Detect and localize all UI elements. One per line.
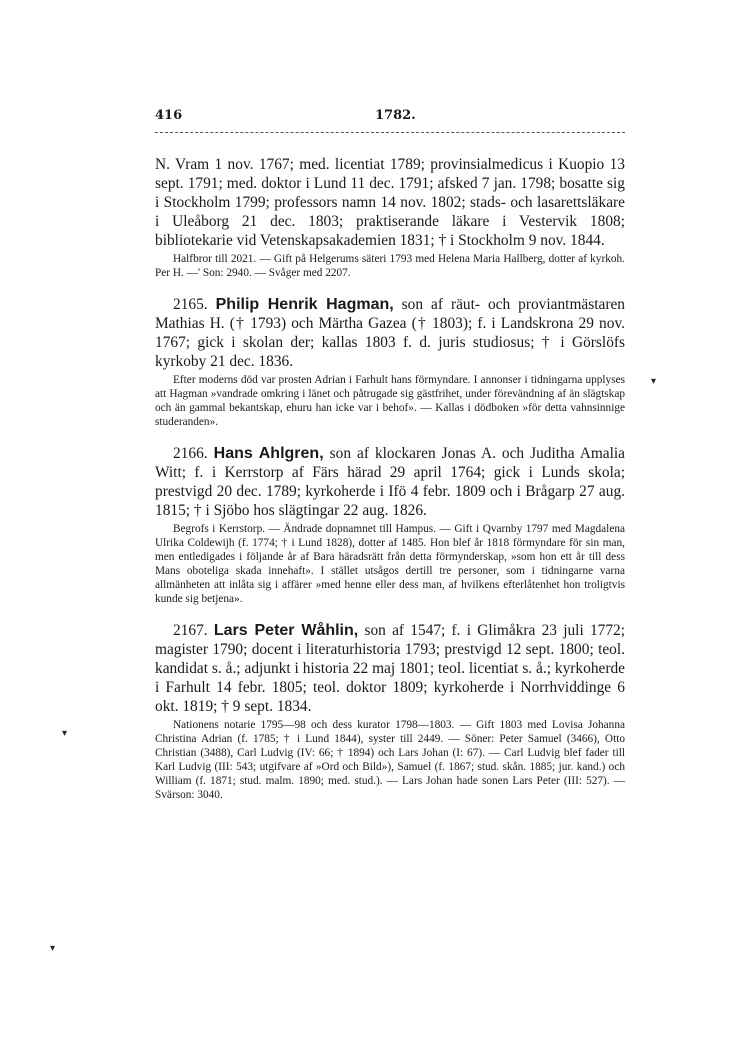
entry-2167: [155, 621, 625, 802]
entry-number: 2167.: [173, 622, 208, 639]
entry-name: Lars Peter Wåhlin,: [213, 622, 359, 639]
entry-body: son af räut- och proviantmästaren Mathias H. († 1793) och Märtha Gazea († 1803); f. i Landskrona 29 nov. 1767; gick i skolan der; kallas 1803 f. d. juris studiosus; † i Görslöfs kyrkoby 21 dec. 1836.: [155, 296, 626, 370]
entry-2165: [155, 295, 625, 429]
page-year: 1782.: [375, 108, 416, 123]
intro-note: Halfbror till 2021. — Gift på Helgerums säteri 1793 med Helena Maria Hallberg, dotter af kyrkoh. Per H. —' Son: 2940. — Svåger med 2207.: [155, 253, 625, 279]
entry-number: 2165.: [173, 296, 208, 313]
entry-name: Philip Henrik Hagman,: [215, 296, 394, 313]
entry-body: son af klockaren Jonas A. och Juditha Amalia Witt; f. i Kerrstorp af Färs härad 29 april 1764; gick i Lunds skola; prestvigd 20 dec. 1789; kyrkoherde i Ifö 4 febr. 1809 och i Brågarp 27 aug. 1815; † i Sjöbo hos slägtingar 22 aug. 1826.: [155, 445, 626, 519]
page-number: 416: [155, 108, 183, 123]
entry-text: [155, 444, 625, 520]
margin-speck: ▾: [50, 943, 56, 954]
entry-body: son af 1547; f. i Glimåkra 23 juli 1772; magister 1790; docent i literaturhistoria 1793; prestvigd 12 sept. 1800; teol. kandidat s. å.; adjunkt i historia 22 maj 1801; teol. licentiat s. å.; kyrkoherde i Farhult 14 febr. 1805; teol. doktor 1809; kyrkoherde i Norrhviddinge 6 okt. 1819; † 9 sept. 1834.: [155, 622, 625, 715]
entry-note: Begrofs i Kerrstorp. — Ändrade dopnamnet till Hampus. — Gift i Qvarnby 1797 med Magdalena Ulrika Coldewijh (f. 1774; † i Lund 1828), dotter af 1485. Hon blef år 1818 förmyndare för sin man, men entledigades i följande år af Bara häradsrätt från detta förmynderskap, »som hon ett år till dess Mans oboteliga skada innehaft». I stället utsågos dertill tre personer, som i tidningarne varna allmänheten att inlåta sig i affärer »med henne eller dess man, af hvilkens efterlåtenhet hon troligtvis kunde sig betjena».: [155, 523, 625, 605]
page-header: [155, 108, 625, 128]
entry-text: [155, 295, 625, 371]
entry-note: Efter moderns död var prosten Adrian i Farhult hans förmyndare. I annonser i tidningarna upplyses att Hagman »vandrade omkring i länet och påtrugade sig gästfrihet, under förevändning af än slägtskap och än gammal bekantskap, ehuru han icke var i behof». — Kallas i dödboken »för detta vahnsinnige studeranden».: [155, 374, 625, 428]
entry-name: Hans Ahlgren,: [213, 445, 324, 462]
entry-note: Nationens notarie 1795—98 och dess kurator 1798—1803. — Gift 1803 med Lovisa Johanna Christina Adrian (f. 1785; † i Lund 1844), syster till 2449. — Söner: Peter Samuel (3466), Otto Christian (3488), Carl Ludvig (IV: 66; † 1894) och Lars Johan (I: 67). — Carl Ludvig blef fader till Karl Ludvig (III: 543; utgifvare af »Ord och Bild»), Samuel (f. 1867; stud. skån. 1885; jur. kand.) och William (f. 1871; stud. malm. 1890; med. stud.). — Lars Johan hade sonen Lars Peter (III: 527). — Svärson: 3040.: [155, 719, 625, 801]
intro-text: N. Vram 1 nov. 1767; med. licentiat 1789; provinsialmedicus i Kuopio 13 sept. 1791; med. doktor i Lund 11 dec. 1791; afsked 7 jan. 1798; bosatte sig i Stockholm 1799; professors namn 14 nov. 1802; stads- och lasarettsläkare i Uleåborg 21 dec. 1803; praktiserande läkare i Vestervik 1808; bibliotekarie vid Vetenskapsakademien 1831; † i Stockholm 9 nov. 1844.: [155, 156, 625, 249]
margin-speck: ▾: [651, 376, 657, 387]
text-column: [155, 155, 625, 817]
header-rule: [155, 132, 625, 133]
margin-speck: ▾: [62, 728, 68, 739]
entry-number: 2166.: [173, 445, 208, 462]
entry-2166: [155, 444, 625, 606]
entry-text: [155, 621, 625, 716]
